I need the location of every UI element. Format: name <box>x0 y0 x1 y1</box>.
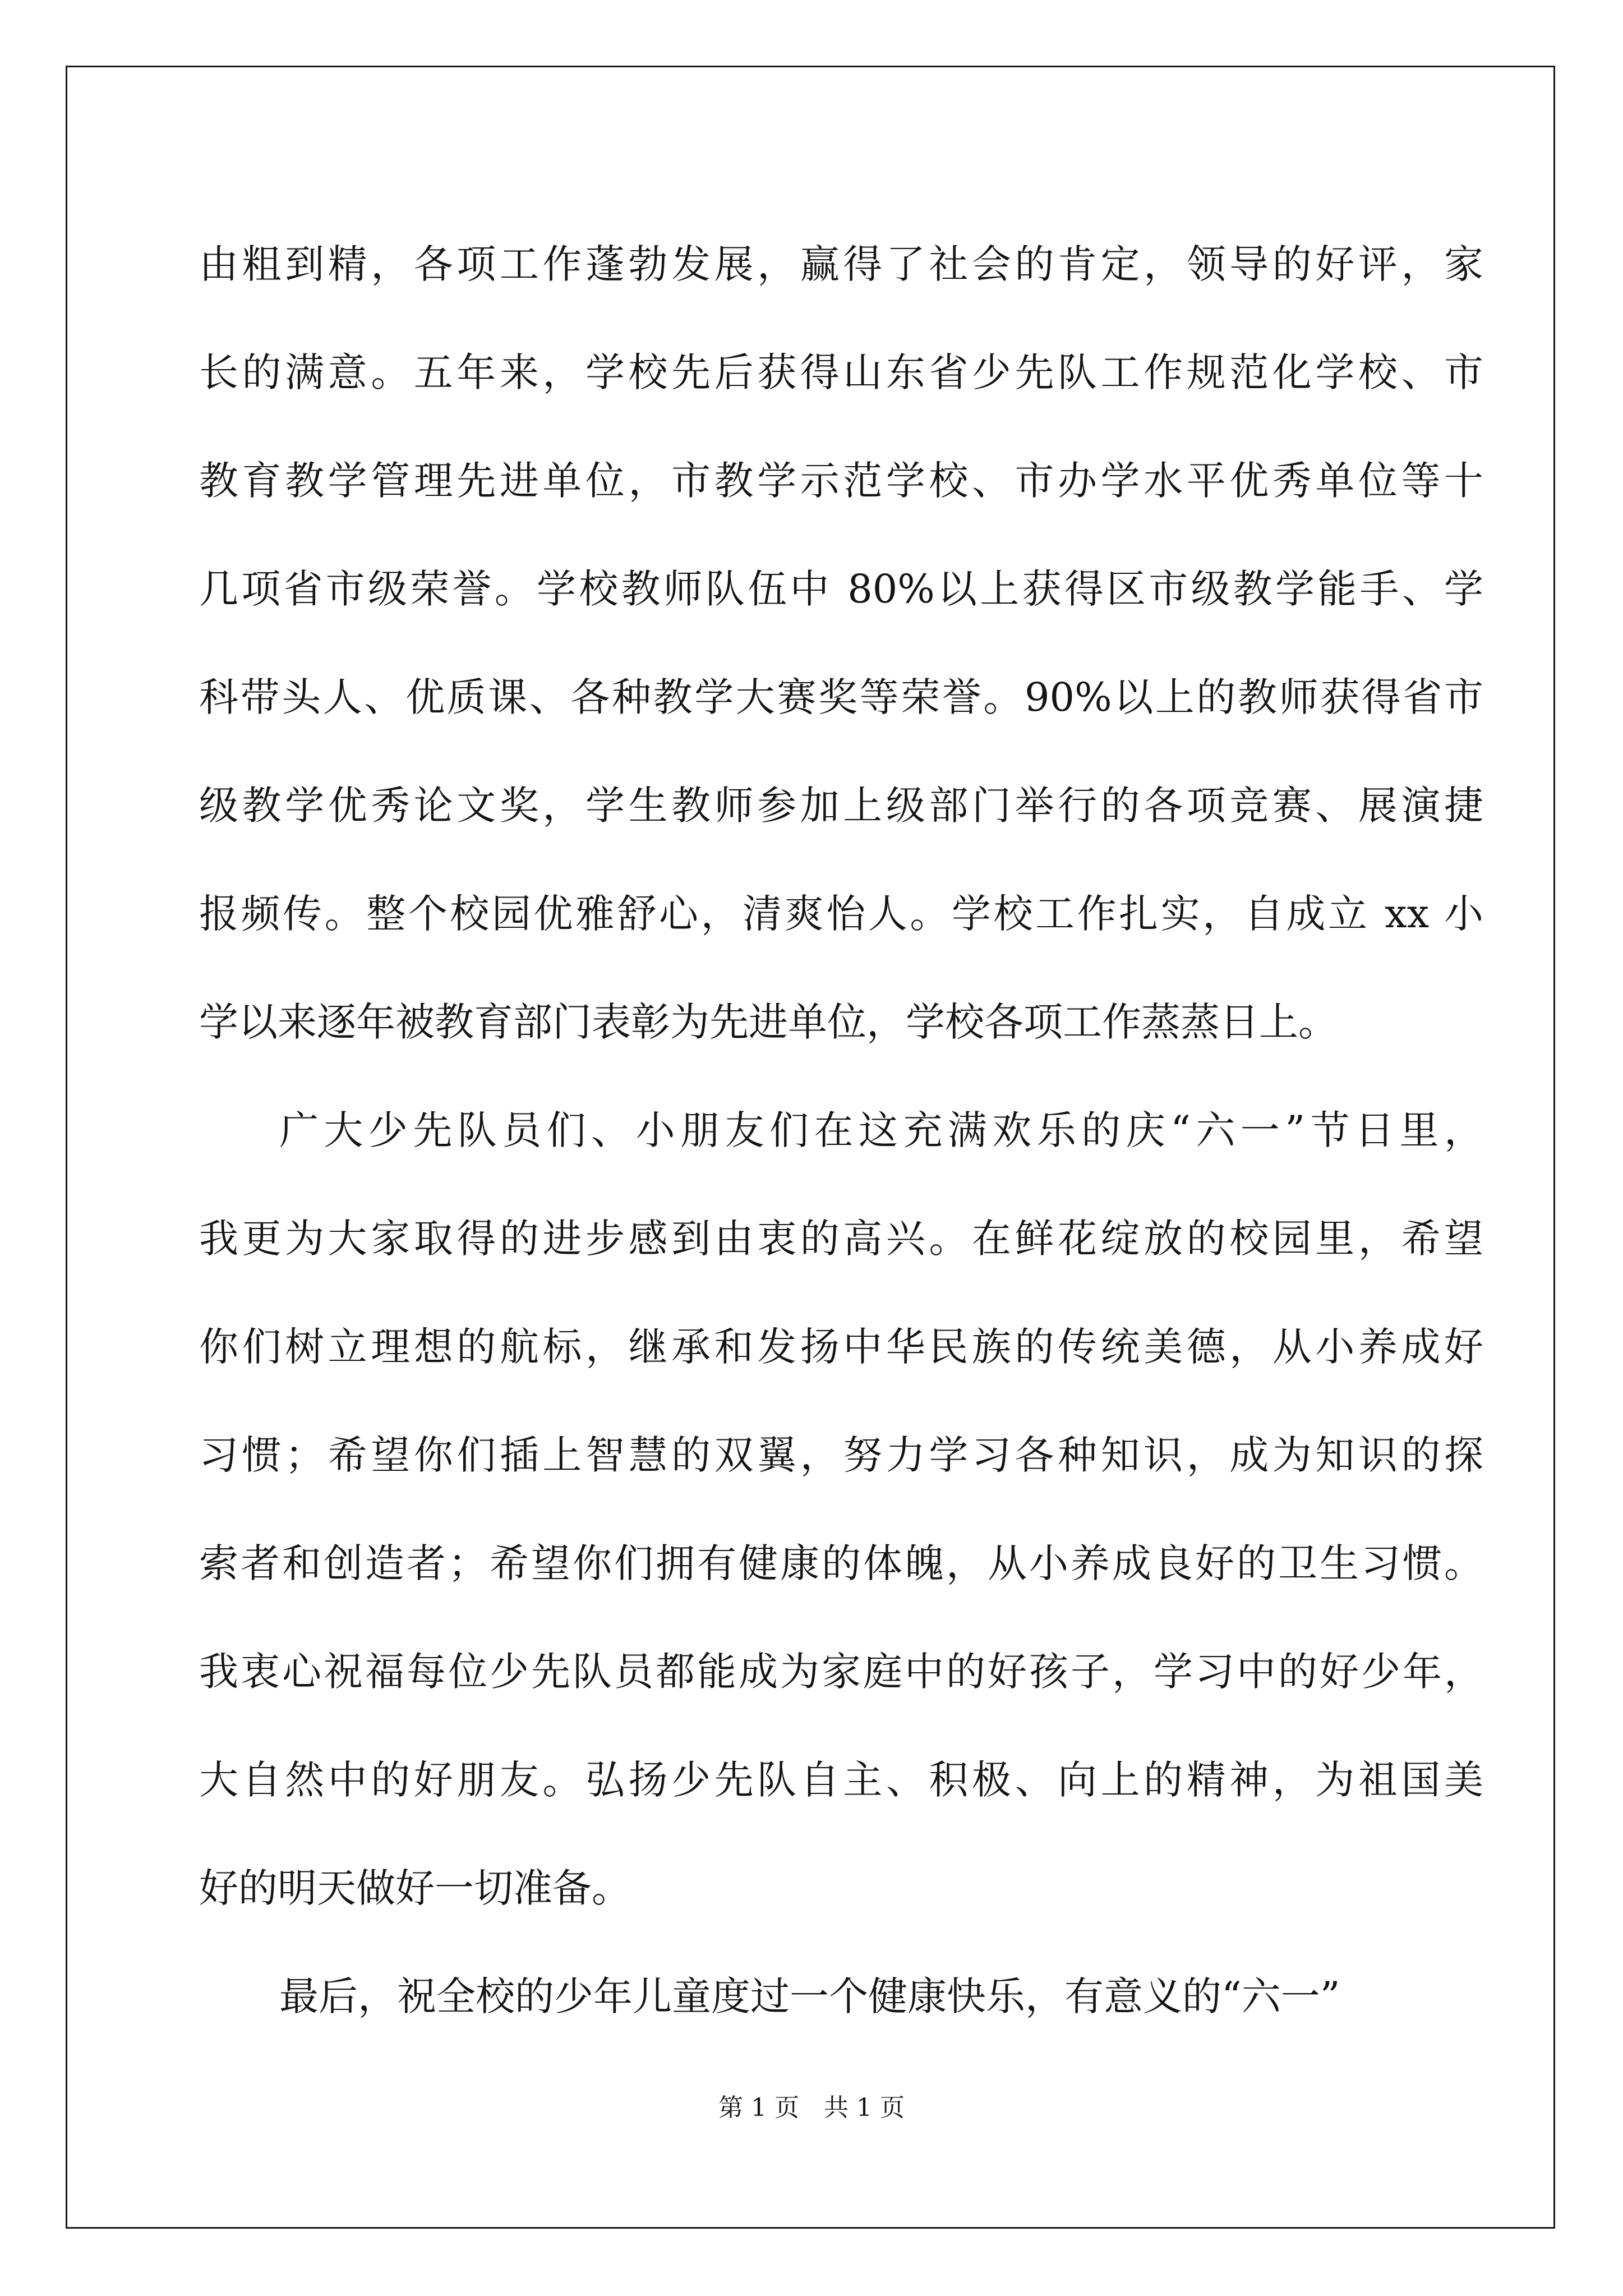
paragraph-2-line-1: 广大少先队员们、小朋友们在这充满欢乐的庆“六一”节日里， <box>279 1107 1483 1153</box>
paragraph-2-line-3: 你们树立理想的航标，继承和发扬中华民族的传统美德，从小养成好 <box>199 1324 1483 1370</box>
paragraph-2-line-6: 我衷心祝福每位少先队员都能成为家庭中的好孩子，学习中的好少年， <box>199 1649 1483 1695</box>
paragraph-2-line-8: 好的明天做好一切准备。 <box>199 1865 631 1911</box>
paragraph-2-line-7: 大自然中的好朋友。弘扬少先队自主、积极、向上的精神，为祖国美 <box>199 1757 1483 1803</box>
paragraph-1-line-2: 长的满意。五年来，学校先后获得山东省少先队工作规范化学校、市 <box>199 349 1483 395</box>
paragraph-2-line-5: 索者和创造者；希望你们拥有健康的体魄，从小养成良好的卫生习惯。 <box>199 1540 1483 1586</box>
paragraph-1-line-5: 科带头人、优质课、各种教学大赛奖等荣誉。90%以上的教师获得省市 <box>199 674 1483 720</box>
paragraph-1-line-8: 学以来逐年被教育部门表彰为先进单位，学校各项工作蒸蒸日上。 <box>199 999 1338 1045</box>
paragraph-2-line-4: 习惯；希望你们插上智慧的双翼，努力学习各种知识，成为知识的探 <box>199 1432 1483 1478</box>
paragraph-3-line-1: 最后，祝全校的少年儿童度过一个健康快乐，有意义的“六一” <box>279 1973 1340 2019</box>
paragraph-1-line-1: 由粗到精，各项工作蓬勃发展，赢得了社会的肯定，领导的好评，家 <box>199 241 1483 287</box>
paragraph-2-line-2: 我更为大家取得的进步感到由衷的高兴。在鲜花绽放的校园里，希望 <box>199 1216 1483 1262</box>
paragraph-1-line-6: 级教学优秀论文奖，学生教师参加上级部门举行的各项竞赛、展演捷 <box>199 783 1483 829</box>
page-number-footer: 第 1 页 共 1 页 <box>718 2093 905 2122</box>
paragraph-1-line-3: 教育教学管理先进单位，市教学示范学校、市办学水平优秀单位等十 <box>199 458 1483 504</box>
paragraph-1-line-7: 报频传。整个校园优雅舒心，清爽怡人。学校工作扎实，自成立 xx 小 <box>199 891 1483 937</box>
document-body <box>199 210 1483 2051</box>
paragraph-1-line-4: 几项省市级荣誉。学校教师队伍中 80%以上获得区市级教学能手、学 <box>199 566 1483 612</box>
